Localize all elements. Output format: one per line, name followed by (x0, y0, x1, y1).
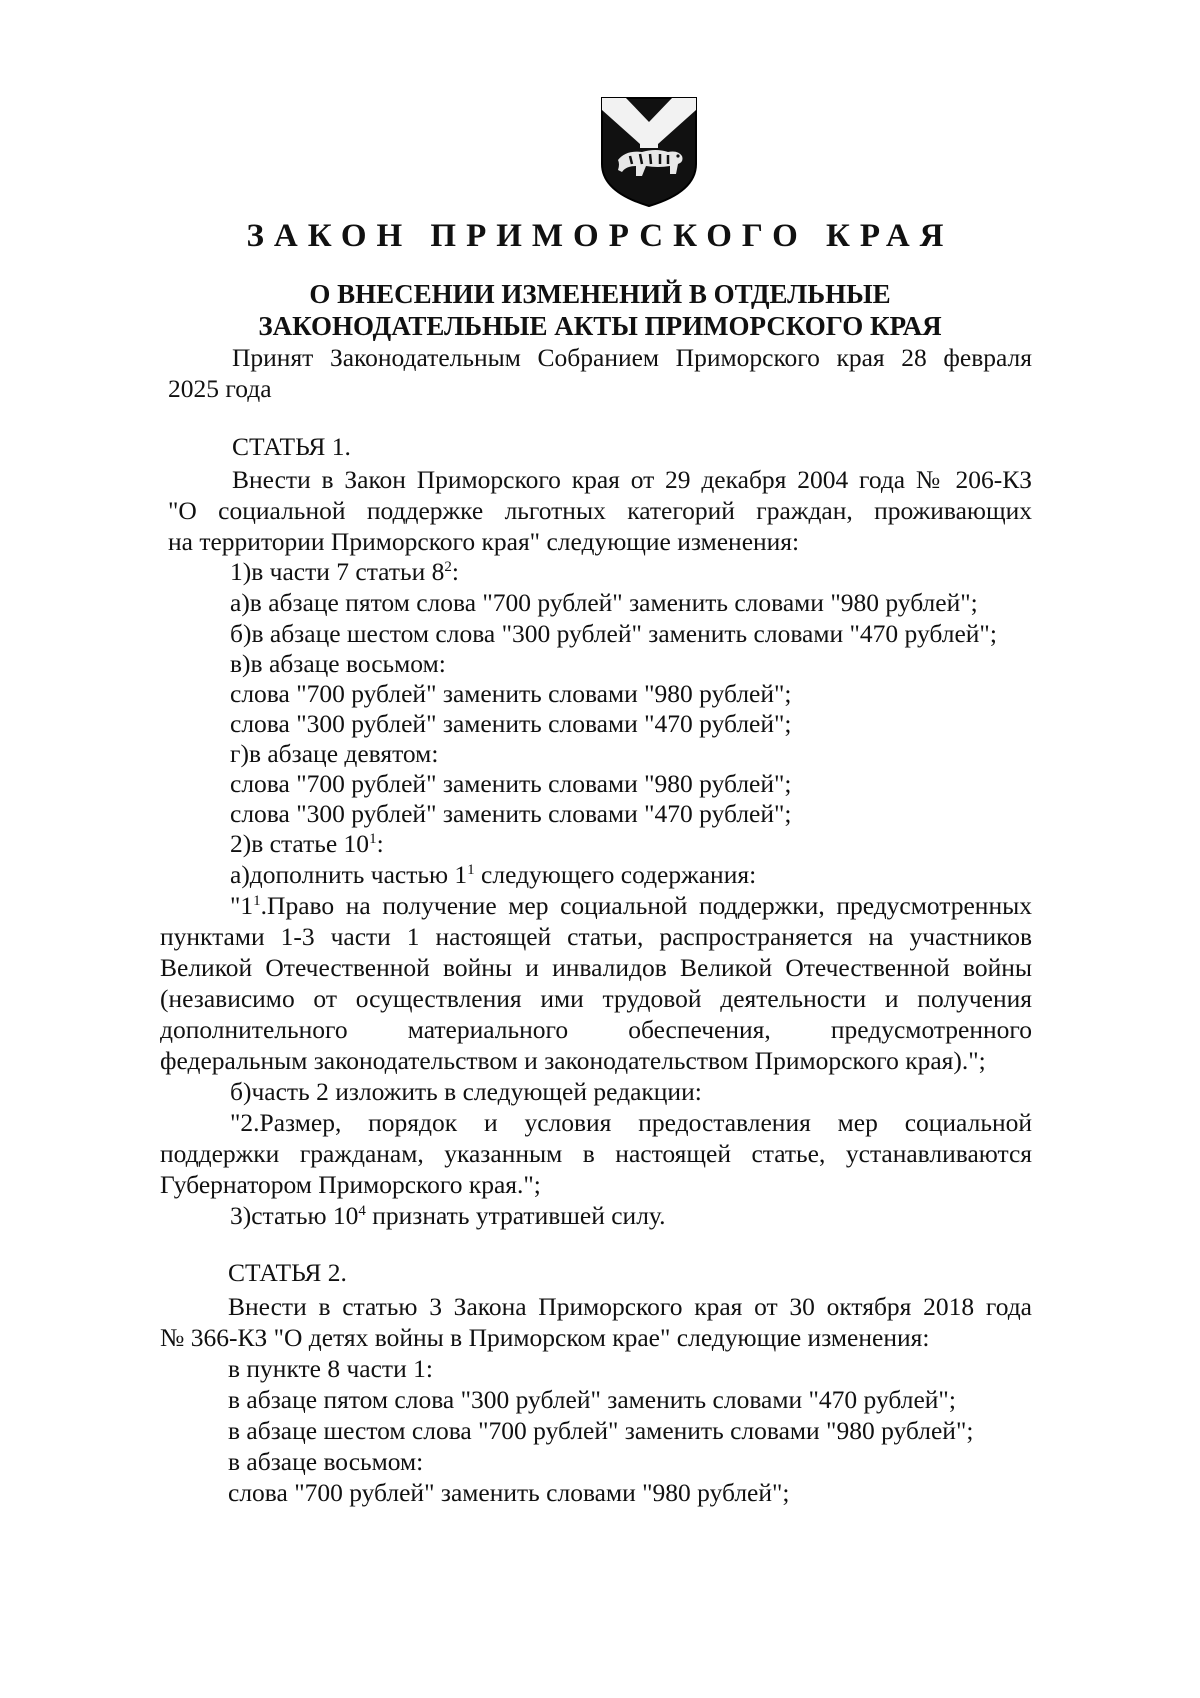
article-1-item-1g: г)в абзаце девятом: (230, 739, 439, 768)
quote-text: .Право на получение мер социальной поддержки, предусмотренных (260, 891, 1032, 920)
item-text: признать утратившей силу. (365, 1201, 666, 1230)
superscript: 1 (253, 893, 261, 909)
item-text: а)дополнить частью 1 (230, 860, 468, 889)
article-2-intro-line: Внести в статью 3 Закона Приморского края от 30 октября 2018 года (228, 1292, 1032, 1321)
adoption-line: 2025 года (168, 374, 272, 403)
item-text: : (451, 557, 459, 586)
article-1-intro-line: "О социальной поддержке льготных категорий граждан, проживающих (168, 496, 1032, 525)
quote-1-line (230, 891, 1032, 921)
article-1-heading: СТАТЬЯ 1. (232, 432, 351, 461)
quote-text: "1 (230, 891, 254, 920)
article-1-item-2b: б)часть 2 изложить в следующей редакции: (230, 1077, 702, 1106)
article-1-item-1v-line: слова "700 рублей" заменить словами "980 рублей"; (230, 679, 792, 708)
item-text: следующего содержания: (474, 860, 757, 889)
article-2-paragraph: в абзаце восьмом: (228, 1447, 424, 1476)
article-1-item-3 (230, 1201, 666, 1231)
article-1-item-1a: а)в абзаце пятом слова "700 рублей" заменить словами "980 рублей"; (230, 588, 978, 617)
quote-1-line: Великой Отечественной войны и инвалидов Великой Отечественной войны (160, 953, 1032, 982)
item-text: : (376, 829, 384, 858)
quote-2-line: "2.Размер, порядок и условия предоставления мер социальной (230, 1108, 1032, 1137)
subtitle-line: О ВНЕСЕНИИ ИЗМЕНЕНИЙ В ОТДЕЛЬНЫЕ (309, 279, 891, 309)
adoption-line: Принят Законодательным Собранием Приморского края 28 февраля (232, 343, 1032, 372)
quote-1-line: пунктами 1-3 части 1 настоящей статьи, распространяется на участников (160, 922, 1032, 951)
quote-1-line: (независимо от осуществления ими трудовой деятельности и получения (160, 984, 1032, 1013)
superscript: 1 (369, 831, 377, 847)
article-2-heading: СТАТЬЯ 2. (228, 1258, 347, 1287)
article-1-item-1v-line: слова "300 рублей" заменить словами "470 рублей"; (230, 709, 792, 738)
law-subtitle (0, 278, 1200, 342)
quote-1-line: федеральным законодательством и законодательством Приморского края)."; (160, 1046, 986, 1075)
article-2-paragraph: в пункте 8 части 1: (228, 1354, 433, 1383)
article-2-paragraph: слова "700 рублей" заменить словами "980 рублей"; (228, 1478, 790, 1507)
article-1-item-1v: в)в абзаце восьмом: (230, 649, 446, 678)
article-1-item-1b: б)в абзаце шестом слова "300 рублей" заменить словами "470 рублей"; (230, 619, 997, 648)
law-title: ЗАКОН ПРИМОРСКОГО КРАЯ (246, 218, 954, 254)
article-2-paragraph: в абзаце пятом слова "300 рублей" заменить словами "470 рублей"; (228, 1385, 956, 1414)
article-1-item-1g-line: слова "300 рублей" заменить словами "470 рублей"; (230, 799, 792, 828)
superscript: 4 (358, 1203, 366, 1219)
quote-2-line: поддержки гражданам, указанным в настоящей статье, устанавливаются (160, 1139, 1032, 1168)
article-1-item-2a (230, 860, 756, 890)
item-text: 2)в статье 10 (230, 829, 370, 858)
coat-of-arms-emblem (596, 94, 702, 208)
article-1-intro-line: на территории Приморского края" следующие изменения: (168, 527, 800, 556)
quote-2-line: Губернатором Приморского края."; (160, 1170, 541, 1199)
article-1-item-1 (230, 557, 459, 587)
superscript: 1 (467, 862, 475, 878)
article-2-paragraph: в абзаце шестом слова "700 рублей" заменить словами "980 рублей"; (228, 1416, 974, 1445)
article-1-item-2 (230, 829, 384, 859)
superscript: 2 (444, 559, 452, 575)
quote-1-line: дополнительного материального обеспечения, предусмотренного (160, 1015, 1032, 1044)
article-1-item-1g-line: слова "700 рублей" заменить словами "980 рублей"; (230, 769, 792, 798)
article-1-intro-line: Внести в Закон Приморского края от 29 декабря 2004 года № 206-КЗ (232, 465, 1032, 494)
subtitle-line: ЗАКОНОДАТЕЛЬНЫЕ АКТЫ ПРИМОРСКОГО КРАЯ (258, 311, 942, 341)
article-2-intro-line: № 366-КЗ "О детях войны в Приморском крае" следующие изменения: (160, 1323, 930, 1352)
item-text: 1)в части 7 статьи 8 (230, 557, 445, 586)
item-text: 3)статью 10 (230, 1201, 359, 1230)
